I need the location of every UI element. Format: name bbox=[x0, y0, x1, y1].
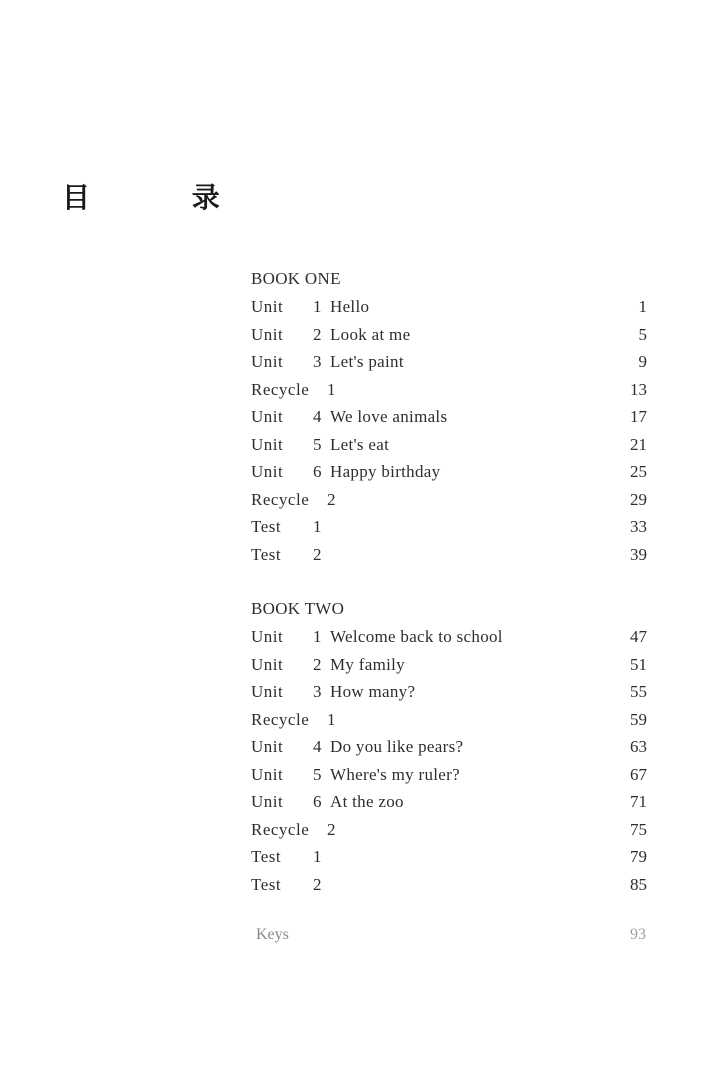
toc-entry[interactable] bbox=[251, 321, 647, 349]
toc-entry[interactable] bbox=[251, 816, 647, 844]
entry-number: 5 bbox=[313, 764, 322, 784]
entry-number: 6 bbox=[313, 792, 322, 811]
entry-label: Unit bbox=[251, 434, 284, 454]
entry-number: 1 bbox=[313, 297, 322, 316]
entry-label: Unit bbox=[251, 682, 284, 701]
entry-page: 29 bbox=[630, 489, 647, 509]
toc-book-one bbox=[251, 266, 647, 568]
entry-label: Test bbox=[251, 874, 282, 894]
entry-title: Let's eat bbox=[330, 434, 390, 454]
toc-entry[interactable] bbox=[251, 678, 647, 706]
entry-title: Where's my ruler? bbox=[330, 764, 460, 784]
entry-title: Welcome back to school bbox=[330, 627, 503, 646]
entry-label: Recycle bbox=[251, 709, 310, 729]
entry-page: 25 bbox=[630, 462, 647, 481]
entry-label: Test bbox=[251, 517, 282, 536]
entry-page: 79 bbox=[630, 847, 647, 866]
toc-entry[interactable] bbox=[251, 403, 647, 431]
entry-page: 47 bbox=[630, 627, 647, 646]
toc-entry[interactable] bbox=[251, 541, 647, 569]
toc-book-two bbox=[251, 596, 647, 898]
section-heading: BOOK ONE bbox=[251, 269, 341, 288]
entry-title: Do you like pears? bbox=[330, 737, 464, 756]
toc-entry[interactable] bbox=[251, 843, 647, 871]
toc-entry[interactable] bbox=[251, 513, 647, 541]
section-heading: BOOK TWO bbox=[251, 599, 345, 618]
entry-page: 9 bbox=[638, 352, 647, 371]
entry-page: 13 bbox=[630, 379, 647, 399]
toc-entry[interactable] bbox=[251, 788, 647, 816]
entry-number: 3 bbox=[313, 682, 322, 701]
entry-page: 75 bbox=[630, 819, 647, 839]
entry-number: 1 bbox=[313, 847, 322, 866]
page-title: 目 录 bbox=[62, 181, 266, 214]
entry-number: 2 bbox=[327, 819, 336, 839]
entry-page: 17 bbox=[630, 407, 647, 426]
entry-label: Unit bbox=[251, 627, 284, 646]
toc-entry[interactable] bbox=[251, 761, 647, 789]
entry-label: Unit bbox=[251, 407, 284, 426]
entry-number: 1 bbox=[327, 709, 336, 729]
toc-entry[interactable] bbox=[251, 376, 647, 404]
entry-number: 2 bbox=[313, 324, 322, 344]
entry-label: Unit bbox=[251, 324, 284, 344]
entry-page: 71 bbox=[630, 792, 647, 811]
entry-number: 4 bbox=[313, 407, 322, 426]
entry-label: Keys bbox=[256, 926, 289, 943]
entry-title: How many? bbox=[330, 682, 416, 701]
entry-label: Recycle bbox=[251, 819, 310, 839]
toc-entry[interactable] bbox=[251, 623, 647, 651]
entry-number: 2 bbox=[327, 489, 336, 509]
entry-label: Test bbox=[251, 847, 282, 866]
entry-label: Unit bbox=[251, 737, 284, 756]
entry-number: 1 bbox=[327, 379, 336, 399]
entry-label: Test bbox=[251, 544, 282, 564]
entry-number: 2 bbox=[313, 544, 322, 564]
entry-page: 63 bbox=[630, 737, 647, 756]
entry-label: Unit bbox=[251, 352, 284, 371]
toc-entry[interactable] bbox=[251, 293, 647, 321]
entry-page: 51 bbox=[630, 654, 647, 674]
entry-label: Recycle bbox=[251, 379, 310, 399]
entry-label: Unit bbox=[251, 462, 284, 481]
entry-number: 1 bbox=[313, 627, 322, 646]
entry-page: 93 bbox=[630, 926, 646, 943]
entry-title: We love animals bbox=[330, 407, 448, 426]
entry-label: Unit bbox=[251, 297, 284, 316]
entry-page: 33 bbox=[630, 517, 647, 536]
entry-number: 6 bbox=[313, 462, 322, 481]
toc-entry[interactable] bbox=[251, 733, 647, 761]
entry-number: 3 bbox=[313, 352, 322, 371]
entry-page: 5 bbox=[638, 324, 647, 344]
entry-label: Unit bbox=[251, 654, 284, 674]
toc-entry[interactable] bbox=[251, 486, 647, 514]
entry-title: At the zoo bbox=[330, 792, 404, 811]
entry-page: 21 bbox=[630, 434, 647, 454]
toc-entry[interactable] bbox=[251, 706, 647, 734]
entry-number: 1 bbox=[313, 517, 322, 536]
entry-page: 55 bbox=[630, 682, 647, 701]
entry-title: Let's paint bbox=[330, 352, 404, 371]
entry-page: 85 bbox=[630, 874, 647, 894]
entry-title: Look at me bbox=[330, 324, 411, 344]
entry-label: Recycle bbox=[251, 489, 310, 509]
entry-number: 2 bbox=[313, 874, 322, 894]
entry-number: 5 bbox=[313, 434, 322, 454]
entry-number: 2 bbox=[313, 654, 322, 674]
toc-entry[interactable] bbox=[251, 871, 647, 899]
entry-title: My family bbox=[330, 654, 405, 674]
entry-page: 1 bbox=[638, 297, 647, 316]
toc-entry[interactable] bbox=[251, 431, 647, 459]
entry-label: Unit bbox=[251, 764, 284, 784]
entry-number: 4 bbox=[313, 737, 322, 756]
entry-label: Unit bbox=[251, 792, 284, 811]
toc-entry[interactable] bbox=[251, 348, 647, 376]
toc-entry[interactable] bbox=[251, 651, 647, 679]
entry-page: 39 bbox=[630, 544, 647, 564]
toc-entry-keys[interactable] bbox=[256, 926, 646, 948]
entry-page: 67 bbox=[630, 764, 647, 784]
entry-page: 59 bbox=[630, 709, 647, 729]
entry-title: Hello bbox=[330, 297, 370, 316]
entry-title: Happy birthday bbox=[330, 462, 441, 481]
toc-entry[interactable] bbox=[251, 458, 647, 486]
